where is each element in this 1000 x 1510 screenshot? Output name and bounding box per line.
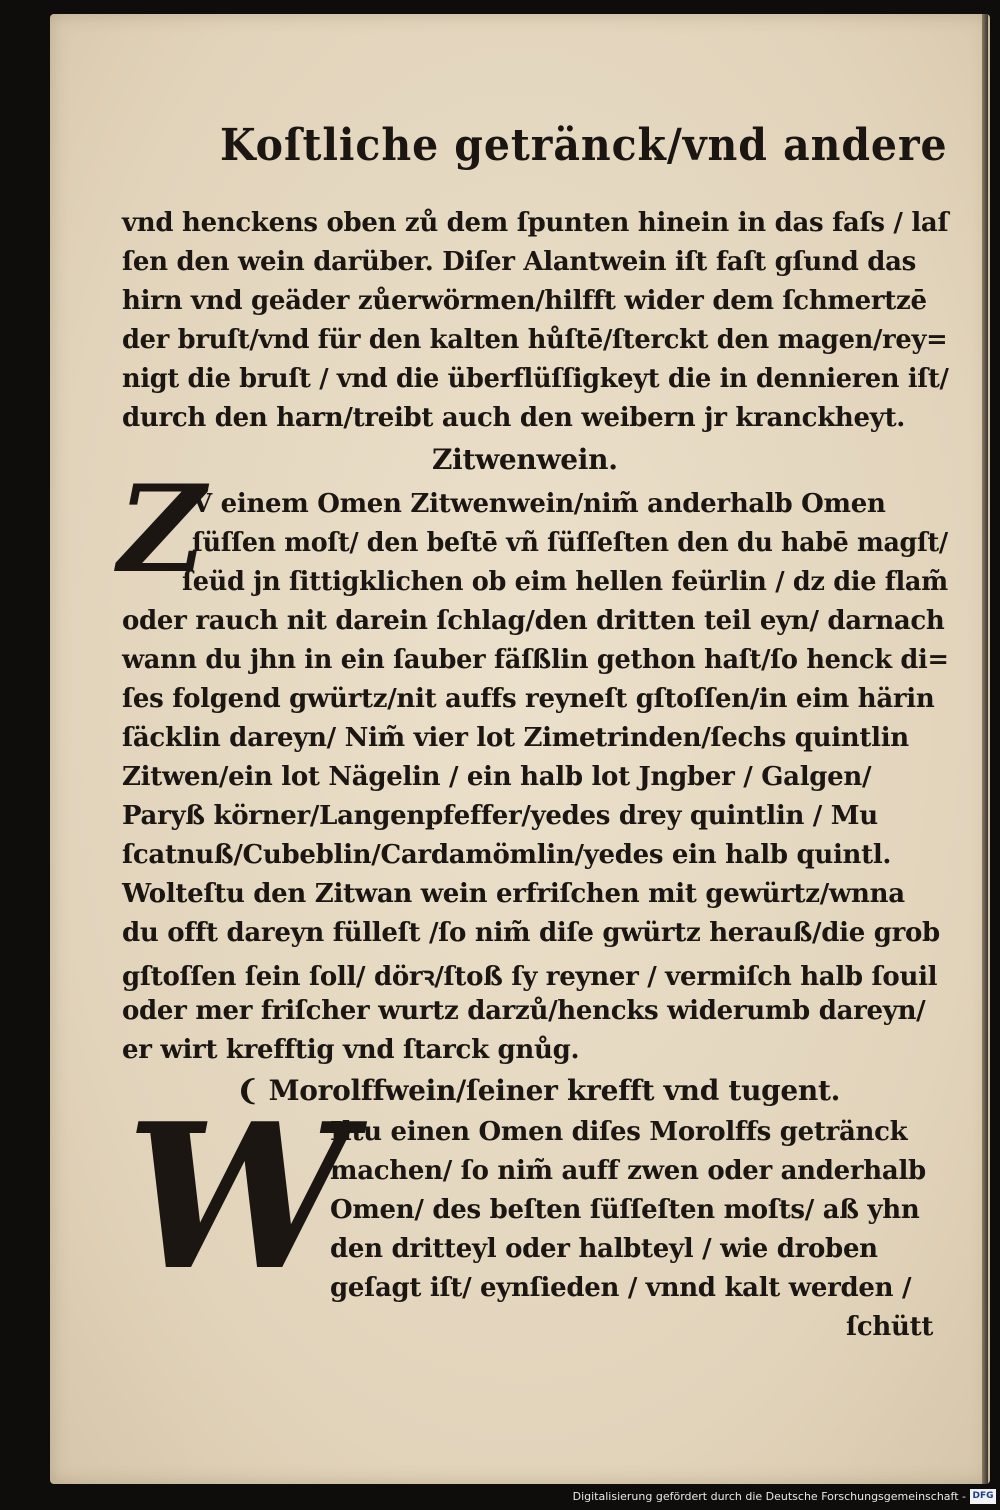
text-line: der bruſt/vnd für den kalten hůſtē/ſterckt den magen/rey= [122,325,948,355]
text-line: ſcatnuß/Cubeblin/Cardamömlin/yedes ein halb quintl. [122,840,892,870]
text-line: ſeüd jn ſittigklichen ob eim hellen feürlin / dz die flam̃ [182,567,948,597]
text-line: Iltu einen Omen diſes Morolffs getränck [330,1117,908,1147]
running-header: Koſtliche getränck/vnd andere [220,120,948,171]
text-line: geſagt iſt/ eynſieden / vnnd kalt werden / [330,1273,912,1303]
text-line: ſen den wein darüber. Diſer Alantwein iſt faſt gſund das [122,247,917,277]
text-line: oder mer friſcher wurtz darzů/hencks widerumb dareyn/ [122,996,926,1026]
text-line: ſüſſen moſt/ den beſtē vñ ſüſſeſten den du habē magſt/ [192,528,948,558]
text-line: du offt dareyn fülleſt /ſo nim̃ diſe gwürtz herauß/die grob [122,918,940,948]
text-line: den dritteyl oder halbteyl / wie droben [330,1234,878,1264]
text-line: V einem Omen Zitwenwein/nim̃ anderhalb Omen [192,489,886,519]
text-line: Wolteſtu den Zitwan wein erfriſchen mit gewürtz/wnna [122,879,905,909]
section-heading: ❨ Morolffwein/ſeiner krefft vnd tugent. [236,1074,841,1107]
text-line: durch den harn/treibt auch den weibern jr kranckheyt. [122,403,906,433]
text-line: gſtoſſen ſein ſoll/ dörꝛ/ſtoß ſy reyner / vermiſch halb ſouil [122,962,938,992]
attribution-text: Digitalisierung gefördert durch die Deutsche Forschungsgemeinschaft - [572,1490,966,1503]
text-line: er wirt krefftig vnd ſtarck gnůg. [122,1035,580,1065]
decorated-initial: W [126,1080,351,1315]
text-line: hirn vnd geäder zůerwörmen/hilfft wider dem ſchmertzē [122,286,927,316]
attribution-bar [0,1486,1000,1510]
section-heading: Zitwenwein. [432,443,618,476]
text-line: machen/ ſo nim̃ auff zwen oder anderhalb [330,1156,926,1186]
text-line: oder rauch nit darein ſchlag/den dritten teil eyn/ darnach [122,606,945,636]
page-edge [982,14,988,1484]
text-line: nigt die bruſt / vnd die überflüſſigkeyt die in dennieren iſt/ [122,364,949,394]
dfg-logo-icon: DFG [970,1489,996,1504]
text-line: Omen/ des beſten ſüſſeſten moſts/ aß yhn [330,1195,920,1225]
text-line: ſäcklin dareyn/ Nim̃ vier lot Zimetrinden/ſechs quintlin [122,723,909,753]
text-line: vnd henckens oben zů dem ſpunten hinein in das faſs / laſ [122,208,949,238]
decorated-initial: Z [118,459,206,600]
text-line: Paryß körner/Langenpfeffer/yedes drey quintlin / Mu [122,801,878,831]
text-line: Zitwen/ein lot Nägelin / ein halb lot Jngber / Galgen/ [122,762,872,792]
text-line: wann du jhn in ein ſauber fäſßlin gethon haſt/ſo henck di= [122,645,949,675]
catchword: ſchütt [846,1312,934,1342]
text-line: ſes folgend gwürtz/nit auffs reyneſt gſtoſſen/in eim härin [122,684,935,714]
